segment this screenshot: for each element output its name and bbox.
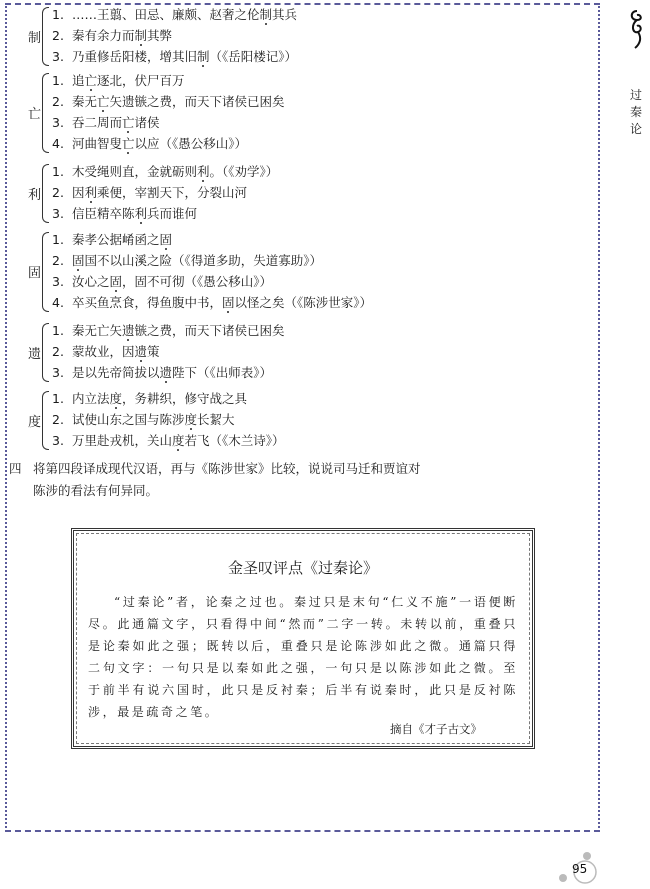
sentence-post: 镞之费，而天下诸侯已困矣 <box>134 323 285 338</box>
side-title-char: 论 <box>629 122 642 136</box>
emphasized-char: 度 <box>184 412 198 427</box>
item-number: 2. <box>52 412 64 427</box>
emphasized-char: 固 <box>222 295 235 310</box>
emphasized-char: 利 <box>84 185 98 200</box>
brace-icon <box>42 232 49 312</box>
example-sentence <box>52 133 285 154</box>
item-number: 1. <box>52 164 64 179</box>
sentence-pre: 万里赴戎机，关山 <box>72 433 173 448</box>
vocab-head-char: 制 <box>28 30 42 46</box>
item-number: 3. <box>52 274 64 289</box>
sentence-pre: 内立法 <box>72 391 110 406</box>
item-number: 1. <box>52 323 64 338</box>
sentence-pre: 信臣精卒陈 <box>72 206 135 221</box>
question-text-line1: 将第四段译成现代汉语，再与《陈涉世家》比较，说说司马迁和贾谊对 <box>33 461 421 476</box>
emphasized-char: 制 <box>259 7 273 22</box>
sentence-pre: 秦无 <box>72 94 98 109</box>
sentence-pre: 是以先帝简拔以 <box>72 365 160 380</box>
floral-ornament-icon <box>628 8 646 50</box>
example-sentence <box>52 91 285 112</box>
sentence-pre: 河曲智叟 <box>72 136 123 151</box>
emphasized-char: 遗 <box>159 365 173 380</box>
sentence-post: 其弊 <box>147 28 173 43</box>
sentence-post: 以应（《愚公移山》） <box>134 136 248 151</box>
emphasized-char: 遗 <box>122 323 135 338</box>
example-sentence <box>52 112 285 133</box>
side-chapter-title <box>629 87 643 138</box>
example-sentence <box>52 182 278 203</box>
sentence-post: 兵而谁何 <box>147 206 198 221</box>
example-sentence <box>52 203 278 224</box>
sentence-post: 长絜大 <box>197 412 235 427</box>
commentary-source: 摘自《才子古文》 <box>390 722 482 736</box>
commentary-title: 金圣叹评点《过秦论》 <box>227 559 378 577</box>
example-sentence <box>52 409 285 430</box>
item-number: 3. <box>52 206 64 221</box>
sentence-post: 陛下（《出师表》） <box>172 365 273 380</box>
brace-icon <box>42 164 49 223</box>
commentary-text: “过秦论”者，论秦之过也。秦过只是末句“仁义不施”一语便断尽。此通篇文字，只看得中间“然而”二字一转。未转以前，重叠只是论秦如此之强；既转以后，重叠只是论陈涉如此之微。通篇只得二句文字：一句只是以秦如此之强，一句只是以陈涉如此之微。至于前半有说六国时，此只是反衬秦；后半有说秦时，此只是反衬陈涉，最是疏奇之笔。 <box>88 595 518 719</box>
sentence-post: 乘便，宰割天下，分裂山河 <box>97 185 248 200</box>
item-number: 4. <box>52 136 64 151</box>
sentence-pre: 卒买鱼烹食，得鱼腹中书， <box>72 295 223 310</box>
example-sentence <box>52 161 278 182</box>
sentence-post: 若飞（《木兰诗》） <box>184 433 285 448</box>
item-number: 1. <box>52 7 64 22</box>
sentence-pre: 汝心之 <box>72 274 110 289</box>
brace-icon <box>42 391 49 450</box>
sentence-pre: 乃重修岳阳楼，增其旧 <box>72 49 198 64</box>
item-number: 1. <box>52 73 64 88</box>
vocab-head-char: 度 <box>28 414 42 430</box>
vocab-head-char: 遗 <box>28 346 42 362</box>
sentence-pre: 木受绳则直，金就砺则 <box>72 164 198 179</box>
sentence-post: 矢遗镞之费，而天下诸侯已困矣 <box>109 94 285 109</box>
sentence-pre: 因 <box>72 185 85 200</box>
emphasized-char: 固 <box>72 253 85 268</box>
item-number: 2. <box>52 94 64 109</box>
sentence-pre: 追 <box>72 73 85 88</box>
vocab-head-char: 利 <box>28 187 42 203</box>
sentence-post: 策 <box>147 344 160 359</box>
vocab-head-char: 固 <box>28 266 42 281</box>
sentence-pre: ……王翦、田忌、廉颇、赵奢之伦 <box>72 7 260 22</box>
brace-icon <box>42 73 49 153</box>
question-number: 四 <box>9 461 22 476</box>
emphasized-char: 制 <box>134 28 148 43</box>
item-number: 3. <box>52 433 64 448</box>
sentence-pre: 吞二周而 <box>72 115 123 130</box>
example-sentence <box>52 271 372 292</box>
example-sentence <box>52 430 285 451</box>
sentence-post: 以怪之矣（《陈涉世家》） <box>234 295 373 310</box>
item-number: 3. <box>52 49 64 64</box>
sentence-post: ，固不可彻（《愚公移山》） <box>122 274 273 289</box>
emphasized-char: 亡 <box>84 73 98 88</box>
example-sentence <box>52 250 372 271</box>
example-sentence <box>52 292 372 313</box>
side-title-char: 秦 <box>629 105 642 119</box>
example-sentence <box>52 388 285 409</box>
item-number: 1. <box>52 391 64 406</box>
emphasized-char: 亡 <box>122 115 135 130</box>
sentence-pre: 秦有余力而 <box>72 28 135 43</box>
sentence-post: （《岳阳楼记》） <box>209 49 298 64</box>
sentence-post: ，务耕织，修守战之具 <box>122 391 248 406</box>
vocab-head-char: 亡 <box>28 107 42 122</box>
emphasized-char: 制 <box>197 49 210 64</box>
example-sentence <box>52 70 285 91</box>
item-number: 3. <box>52 115 64 130</box>
sentence-pre: 试使山东之国与陈涉 <box>72 412 185 427</box>
example-sentence <box>52 25 297 46</box>
emphasized-char: 固 <box>109 274 123 289</box>
emphasized-char: 遗 <box>134 344 148 359</box>
sentence-post: 国不以山溪之险（《得道多助，失道寡助》） <box>84 253 323 268</box>
question-four <box>9 458 421 502</box>
sentence-post: 其兵 <box>272 7 298 22</box>
sentence-post: 逐北，伏尸百万 <box>97 73 185 88</box>
sentence-pre: 秦无亡矢 <box>72 323 123 338</box>
page-number: 95 <box>572 862 588 876</box>
brace-icon <box>42 323 49 382</box>
side-title-char: 过 <box>629 88 642 102</box>
emphasized-char: 利 <box>197 164 210 179</box>
emphasized-char: 利 <box>134 206 148 221</box>
item-number: 2. <box>52 344 64 359</box>
example-sentence <box>52 341 285 362</box>
sentence-pre: 蒙故业，因 <box>72 344 135 359</box>
question-text-line2: 陈涉的看法有何异同。 <box>33 483 159 498</box>
item-number: 2. <box>52 185 64 200</box>
emphasized-char: 固 <box>159 232 173 247</box>
sentence-pre: 秦孝公据崤函之 <box>72 232 160 247</box>
example-sentence <box>52 46 297 67</box>
emphasized-char: 度 <box>109 391 123 406</box>
item-number: 3. <box>52 365 64 380</box>
commentary-box <box>71 528 535 749</box>
item-number: 2. <box>52 253 64 268</box>
item-number: 1. <box>52 232 64 247</box>
example-sentence <box>52 4 297 25</box>
item-number: 4. <box>52 295 64 310</box>
example-sentence <box>52 320 285 341</box>
emphasized-char: 亡 <box>122 136 135 151</box>
item-number: 2. <box>52 28 64 43</box>
example-sentence <box>52 229 372 250</box>
example-sentence <box>52 362 285 383</box>
emphasized-char: 亡 <box>97 94 110 109</box>
sentence-post: 。（《劝学》） <box>209 164 279 179</box>
commentary-body <box>88 591 518 723</box>
sentence-post: 诸侯 <box>134 115 160 130</box>
emphasized-char: 度 <box>172 433 185 448</box>
brace-icon <box>42 7 49 66</box>
